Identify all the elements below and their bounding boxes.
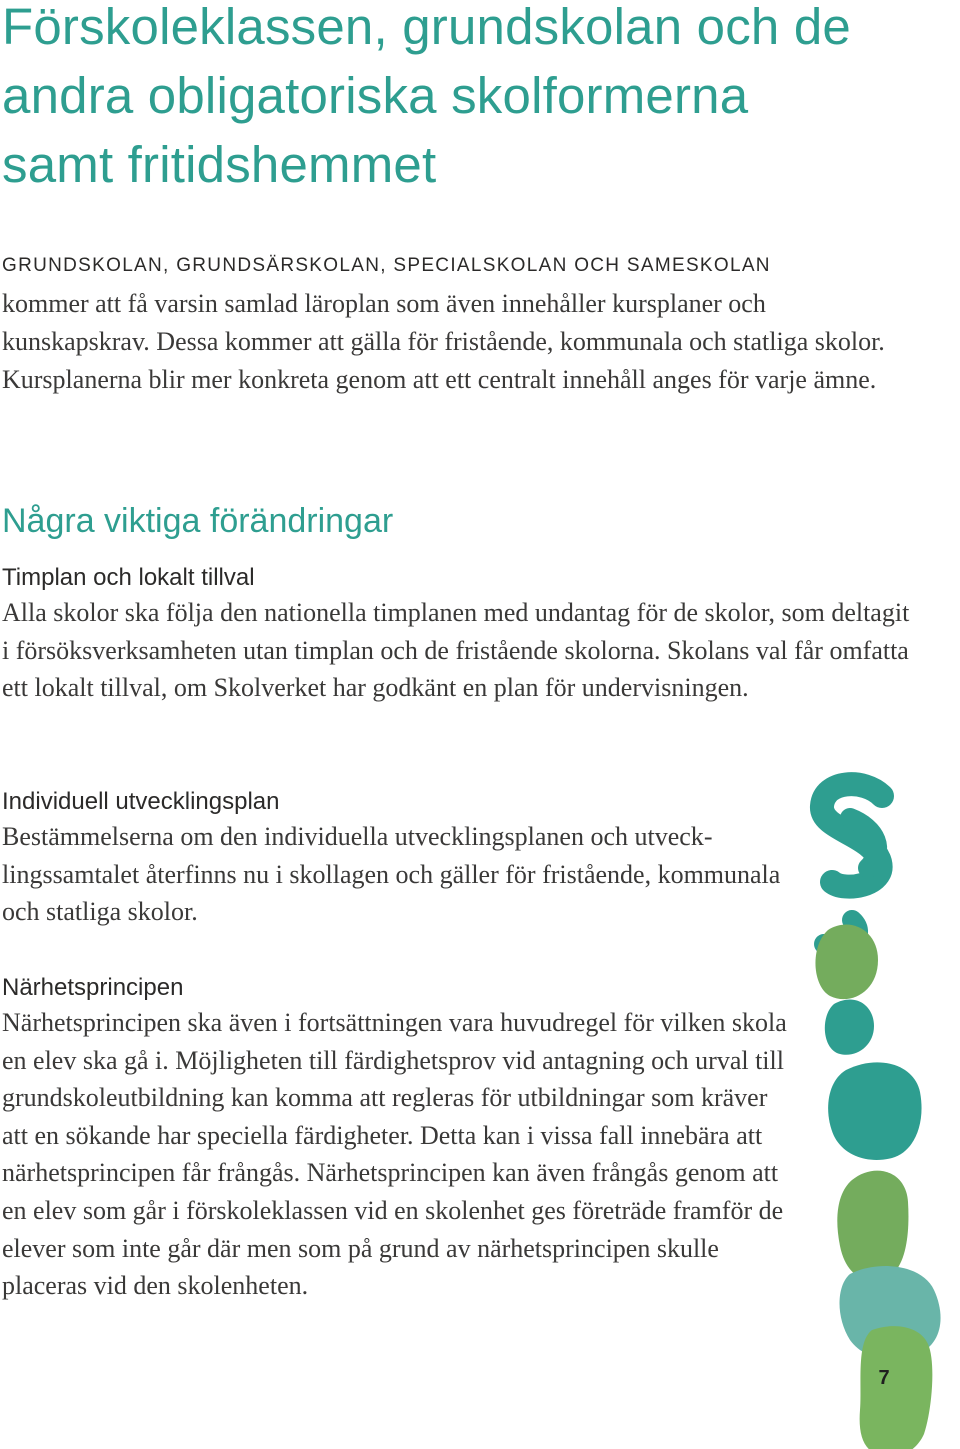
stone-1	[815, 925, 878, 1000]
subsection-timplan	[2, 562, 912, 707]
subsection-individual-plan	[2, 786, 792, 931]
subsection-body: Bestämmelserna om den individuella utvecklingsplanen och utvecklingssamtalet återfinns nu i skollagen och gäller för fristående, kommunala och statliga skolor.	[2, 822, 781, 927]
stacked-stones-decoration	[790, 770, 960, 1449]
page-title: Förskoleklassen, grundskolan och de andra obligatoriska skolformerna samt fritidshemmet	[2, 0, 851, 193]
stone-4	[837, 1171, 908, 1281]
subsection-heading: Individuell utvecklingsplan	[2, 788, 280, 815]
page-number: 7	[878, 1367, 890, 1389]
stone-3	[828, 1062, 921, 1160]
intro-body-text: kommer att få varsin samlad läroplan som även innehåller kursplaner och kunskapskrav. Dessa kommer att gälla för fristående, kommunala och statliga skolor. Kursplanerna blir mer konkreta genom att ett centralt innehåll anges för varje ämne.	[2, 289, 885, 394]
subsection-heading: Närhetsprincipen	[2, 974, 184, 1001]
stone-2	[825, 1000, 874, 1055]
subsection-body: Närhetsprincipen ska även i fortsättningen vara huvudregel för vilken skola en elev ska gå i. Möjligheten till färdighetsprov vid antagning och urval till grundskoleutbildning kan komma att regleras för utbildningar som kräver att en sökande har speciella färdigheter. Detta kan i vissa fall innebära att närhetsprincipen får frångås. Närhetsprincipen kan även frångås genom att en elev som går i förskoleklassen vid en skolenhet ges företräde framför de elever som inte går där men som på grund av närhetsprincipen skulle placeras vid den skolenheten.	[2, 1008, 787, 1301]
subsection-proximity-principle	[2, 972, 792, 1305]
intro-paragraph	[2, 247, 902, 399]
intro-lead-caps: GRUNDSKOLAN, GRUNDSÄRSKOLAN, SPECIALSKOLAN OCH SAMESKOLAN	[2, 255, 771, 276]
subsection-heading: Timplan och lokalt tillval	[2, 564, 255, 591]
paragraph-sign-icon	[822, 784, 882, 949]
section-heading: Några viktiga förändringar	[2, 502, 394, 540]
subsection-body: Alla skolor ska följa den nationella timplanen med undantag för de skolor, som deltagit i försöksverksamheten utan timplan och de fristående skolorna. Skolans val får omfatta ett lokalt tillval, om Skolverket har godkänt en plan för undervisningen.	[2, 598, 910, 703]
